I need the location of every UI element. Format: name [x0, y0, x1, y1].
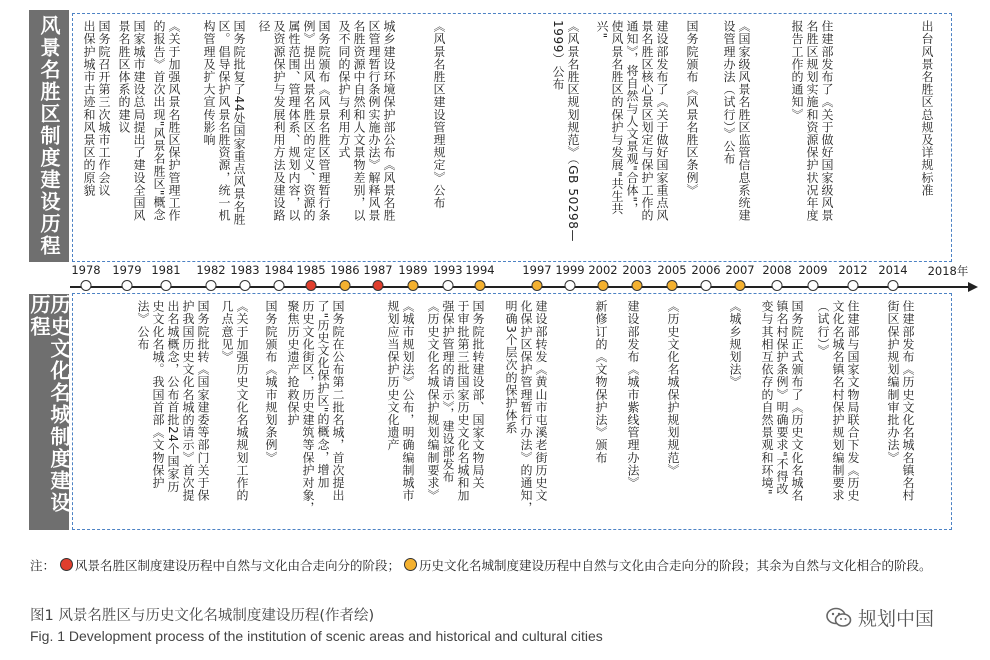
year-label: 2018年: [927, 264, 969, 278]
year-label: 1983: [230, 263, 260, 277]
scenic-area-sidebar-label: 风景名胜区制度建设历程: [29, 10, 69, 262]
year-label: 1986: [330, 263, 360, 277]
year-label: 1979: [112, 263, 142, 277]
top-event-1987: 城乡建设环境保护部公布《风景名胜 区管理暂行条例实施办法》解释风景 名胜资源中自然和人文景物差别，以 及不同的保护与利用方式: [337, 20, 396, 222]
timeline-marker-1997: [532, 280, 543, 291]
bottom-event-2002: 新修订的《文物保护法》颁布: [594, 300, 608, 464]
timeline-marker-2009: [808, 280, 819, 291]
top-event-2006: 国务院颁布《风景名胜区条例》: [685, 20, 699, 197]
wechat-icon: [826, 607, 852, 629]
year-label: 2008: [762, 263, 792, 277]
timeline-marker-1986: [340, 280, 351, 291]
bottom-event-2003: 建设部发布《城市紫线管理办法》: [626, 300, 640, 489]
bottom-event-1984: 国务院颁布《城市规划条例》: [264, 300, 278, 464]
year-label: 1987: [363, 263, 393, 277]
bottom-event-1994: 国务院批转建设部、国家文物局关 于审批第三批国家历史文化名城和加 强保护管理的请示》，建设部发布 《历史文化名城保护规划编制要求》: [426, 300, 485, 502]
historic-city-sidebar-label: 历史文化名城制度建设历程: [29, 294, 69, 530]
red-stage-legend-icon: [60, 558, 73, 571]
timeline-marker-1999: [565, 280, 576, 291]
watermark-text: 规划中国: [858, 608, 935, 630]
bottom-event-2005: 《历史文化名城保护规划规范》: [666, 300, 680, 477]
year-label: 1997: [522, 263, 552, 277]
bottom-event-2007: 《城乡规划法》: [728, 300, 742, 389]
bottom-event-2008: 国务院正式颁布了《历史文化名城名 镇名村保护条例》明确要求"不得改 变与其相互依存的自然景观和环境": [760, 300, 804, 502]
timeline-marker-2014: [888, 280, 899, 291]
note-label: 注：: [30, 558, 56, 573]
red-stage-legend-text: 风景名胜区制度建设历程中自然与文化由合走向分的阶段；: [75, 558, 401, 573]
timeline-marker-1982: [206, 280, 217, 291]
top-event-1978: 国务院召开第三次城市工作会议 出保护城市古迹和风景区的原貌: [82, 20, 111, 197]
timeline-marker-2008: [772, 280, 783, 291]
top-event-2018: 出台风景名胜区总规及详规标准: [920, 20, 934, 197]
bottom-event-1983: 《关于加强历史文化名城规划工作的 几点意见》: [220, 300, 249, 502]
timeline-marker-2002: [598, 280, 609, 291]
bottom-event-2014: 住建部发布《历史文化名城名镇名村 街区保护规划编制审批办法》: [886, 300, 915, 502]
timeline-marker-2006: [701, 280, 712, 291]
timeline-arrow-icon: [968, 282, 978, 292]
top-event-1981: 《关于加强风景名胜区保护管理工作 的报告》首次出现"风景名胜区"概念: [152, 20, 181, 222]
top-event-1982: 国务院批复了44处国家重点风景名胜 区。倡导保护风景名胜资源，统一机 构管理及扩大宣传影响: [202, 20, 246, 226]
top-event-2012: 住建部发布了《关于做好国家级风景 名胜区规划实施和资源保护状况年度 报告工作的通知》: [790, 20, 834, 222]
top-event-1999: 《风景名胜区规划规范》（GB 50298— 1999）公布: [551, 20, 580, 243]
year-label: 2007: [725, 263, 755, 277]
orange-stage-legend-text: 历史文化名城制度建设历程中自然与文化由合走向分的阶段；其余为自然与文化相合的阶段。: [419, 558, 932, 573]
year-label: 1978: [71, 263, 101, 277]
year-label: 2012: [838, 263, 868, 277]
timeline-marker-1985: [306, 280, 317, 291]
year-label: 2009: [798, 263, 828, 277]
bottom-event-1997: 建设部转发《黄山市屯溪老街历史文 化保护区保护管理暂行办法》的通知， 明确3个层次的保护体系: [504, 300, 548, 515]
year-label: 1981: [151, 263, 181, 277]
timeline-marker-1993: [443, 280, 454, 291]
year-label: 2002: [588, 263, 618, 277]
year-label: 2003: [622, 263, 652, 277]
year-label: 2006: [691, 263, 721, 277]
timeline-marker-1983: [240, 280, 251, 291]
top-event-1993: 《风景名胜区建设管理规定》公布: [432, 20, 446, 209]
top-event-2003: 建设部发布了《关于做好国家重点风 景名胜区核心景区划定与保护工作的 通知》，将自然与人文景观"合体"， 使风景名胜区的保护与发展"共生共 兴": [595, 20, 669, 222]
timeline-marker-1994: [475, 280, 486, 291]
timeline-marker-1987: [373, 280, 384, 291]
timeline-marker-2012: [848, 280, 859, 291]
figure-caption-chinese: 图1 风景名胜区与历史文化名城制度建设历程(作者绘): [30, 608, 375, 624]
bottom-event-1986: 国务院在公布第二批名城，首次提出 了"历史文化保护区"的概念，增加 历史文化街区，历史建筑等保护对象， 聚焦历史遗产抢救保护: [286, 300, 345, 515]
year-label: 2014: [878, 263, 908, 277]
year-label: 1999: [555, 263, 585, 277]
top-event-2009: 《国家级风景名胜区监管信息系统建 设管理办法（试行）》公布: [722, 20, 751, 222]
timeline-marker-2005: [667, 280, 678, 291]
year-label: 1993: [433, 263, 463, 277]
year-label: 1984: [264, 263, 294, 277]
bottom-event-2012: 住建部与国家文物局联合下发《历史 文化名城名镇名村保护规划编制要求 （试行）》: [816, 300, 860, 502]
bottom-event-1982: 国务院批转《国家建委等部门关于保 护我国历史文化名城的请示》首次提 出名城概念，公布首批24个国家历 史文化名城。我国首部《文物保护 法》公布: [136, 300, 210, 502]
year-label: 1989: [398, 263, 428, 277]
timeline-marker-1989: [408, 280, 419, 291]
timeline-marker-1984: [274, 280, 285, 291]
orange-stage-legend-icon: [404, 558, 417, 571]
year-label: 1982: [196, 263, 226, 277]
watermark: [826, 604, 934, 631]
bottom-event-1989: 《城市规划法》公布，明确编制城市 规划应当保护历史文化遗产: [386, 300, 415, 502]
timeline-marker-1981: [161, 280, 172, 291]
historic-city-events-panel: [72, 293, 952, 530]
timeline-marker-2007: [735, 280, 746, 291]
timeline-marker-2003: [632, 280, 643, 291]
scenic-area-events-panel: [72, 13, 952, 262]
top-event-1979: 国家城市建设总局提出了建设全国风 景名胜区体系的建议: [117, 20, 146, 222]
year-label: 2005: [657, 263, 687, 277]
year-label: 1994: [465, 263, 495, 277]
year-label: 1985: [296, 263, 326, 277]
timeline-marker-1978: [81, 280, 92, 291]
figure-caption-english: Fig. 1 Development process of the institution of scenic areas and historical and cultural cities: [30, 628, 603, 644]
top-event-1985: 国务院颁布《风景名胜区管理暂行条 例》提出风景名胜区的定义、资源的 属性范围、管理体系、规划内容，以 及资源保护与发展利用方法及建设路 径: [257, 20, 331, 222]
timeline-marker-1979: [122, 280, 133, 291]
